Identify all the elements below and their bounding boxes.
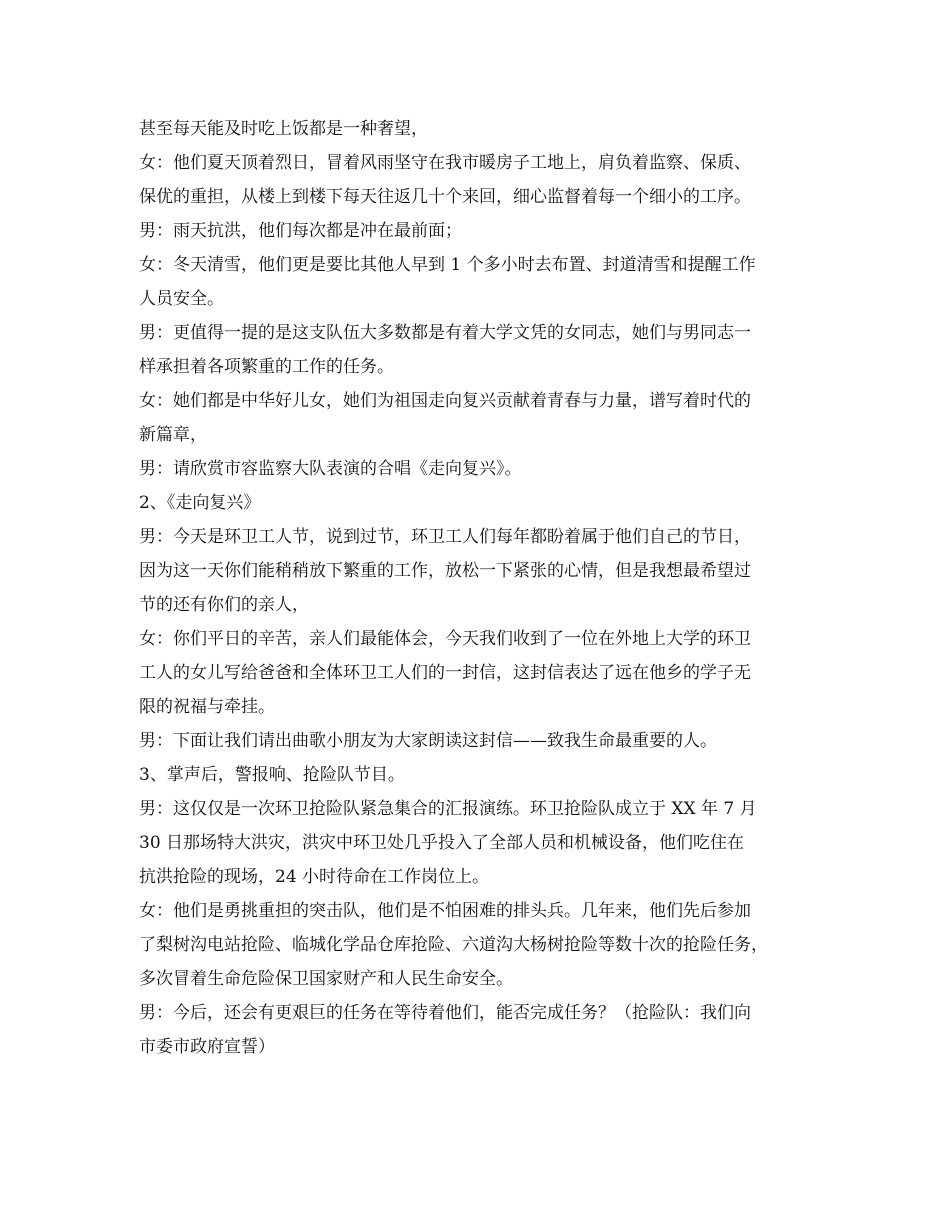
text-line: 限的祝福与牵挂。 [139, 697, 275, 717]
document-body [139, 112, 829, 1064]
text-line: 男：今天是环卫工人节，说到过节，环卫工人们每年都盼着属于他们自己的节日， [139, 527, 751, 547]
text-line: 男：请欣赏市容监察大队表演的合唱《走向复兴》。 [139, 459, 522, 479]
text-line: 节的还有你们的亲人， [139, 595, 309, 615]
text-line: 因为这一天你们能稍稍放下繁重的工作，放松一下紧张的心情，但是我想最希望过 [139, 561, 751, 581]
text-line: 男：更值得一提的是这支队伍大多数都是有着大学文凭的女同志，她们与男同志一 [139, 323, 751, 343]
text-line: 多次冒着生命危险保卫国家财产和人民生命安全。 [139, 969, 513, 989]
section-heading: 2、《走向复兴》 [139, 493, 261, 513]
text-line: 了梨树沟电站抢险、临城化学品仓库抢险、六道沟大杨树抢险等数十次的抢险任务， [139, 935, 768, 955]
text-line: 甚至每天能及时吃上饭都是一种奢望， [139, 119, 428, 139]
text-line: 样承担着各项繁重的工作的任务。 [139, 357, 394, 377]
text-line: 女：他们夏天顶着烈日，冒着风雨坚守在我市暖房子工地上，肩负着监察、保质、 [139, 153, 751, 173]
text-line: 30 日那场特大洪灾，洪灾中环卫处几乎投入了全部人员和机械设备，他们吃住在 [139, 833, 745, 853]
text-line: 工人的女儿写给爸爸和全体环卫工人们的一封信，这封信表达了远在他乡的学子无 [139, 663, 751, 683]
text-line: 人员安全。 [139, 289, 224, 309]
text-line: 保优的重担，从楼上到楼下每天往返几十个来回，细心监督着每一个细小的工序。 [139, 187, 751, 207]
text-line: 女：你们平日的辛苦，亲人们最能体会，今天我们收到了一位在外地上大学的环卫 [139, 629, 751, 649]
text-line: 抗洪抢险的现场，24 小时待命在工作岗位上。 [139, 867, 490, 887]
text-line: 男：这仅仅是一次环卫抢险队紧急集合的汇报演练。环卫抢险队成立于 XX 年 7 月 [139, 799, 757, 819]
text-line: 男：雨天抗洪，他们每次都是冲在最前面； [139, 221, 462, 241]
text-line: 男：今后，还会有更艰巨的任务在等待着他们，能否完成任务？（抢险队：我们向 [139, 1003, 751, 1023]
text-line: 女：他们是勇挑重担的突击队，他们是不怕困难的排头兵。几年来，他们先后参加 [139, 901, 751, 921]
text-line: 新篇章， [139, 425, 207, 445]
text-line: 女：她们都是中华好儿女，她们为祖国走向复兴贡献着青春与力量，谱写着时代的 [139, 391, 751, 411]
section-heading: 3、掌声后，警报响、抢险队节目。 [139, 765, 405, 785]
text-line: 女：冬天清雪，他们更是要比其他人早到 1 个多小时去布置、封道清雪和提醒工作 [139, 255, 756, 275]
text-line: 市委市政府宣誓） [139, 1037, 275, 1057]
text-line: 男：下面让我们请出曲歌小朋友为大家朗读这封信——致我生命最重要的人。 [139, 731, 717, 751]
